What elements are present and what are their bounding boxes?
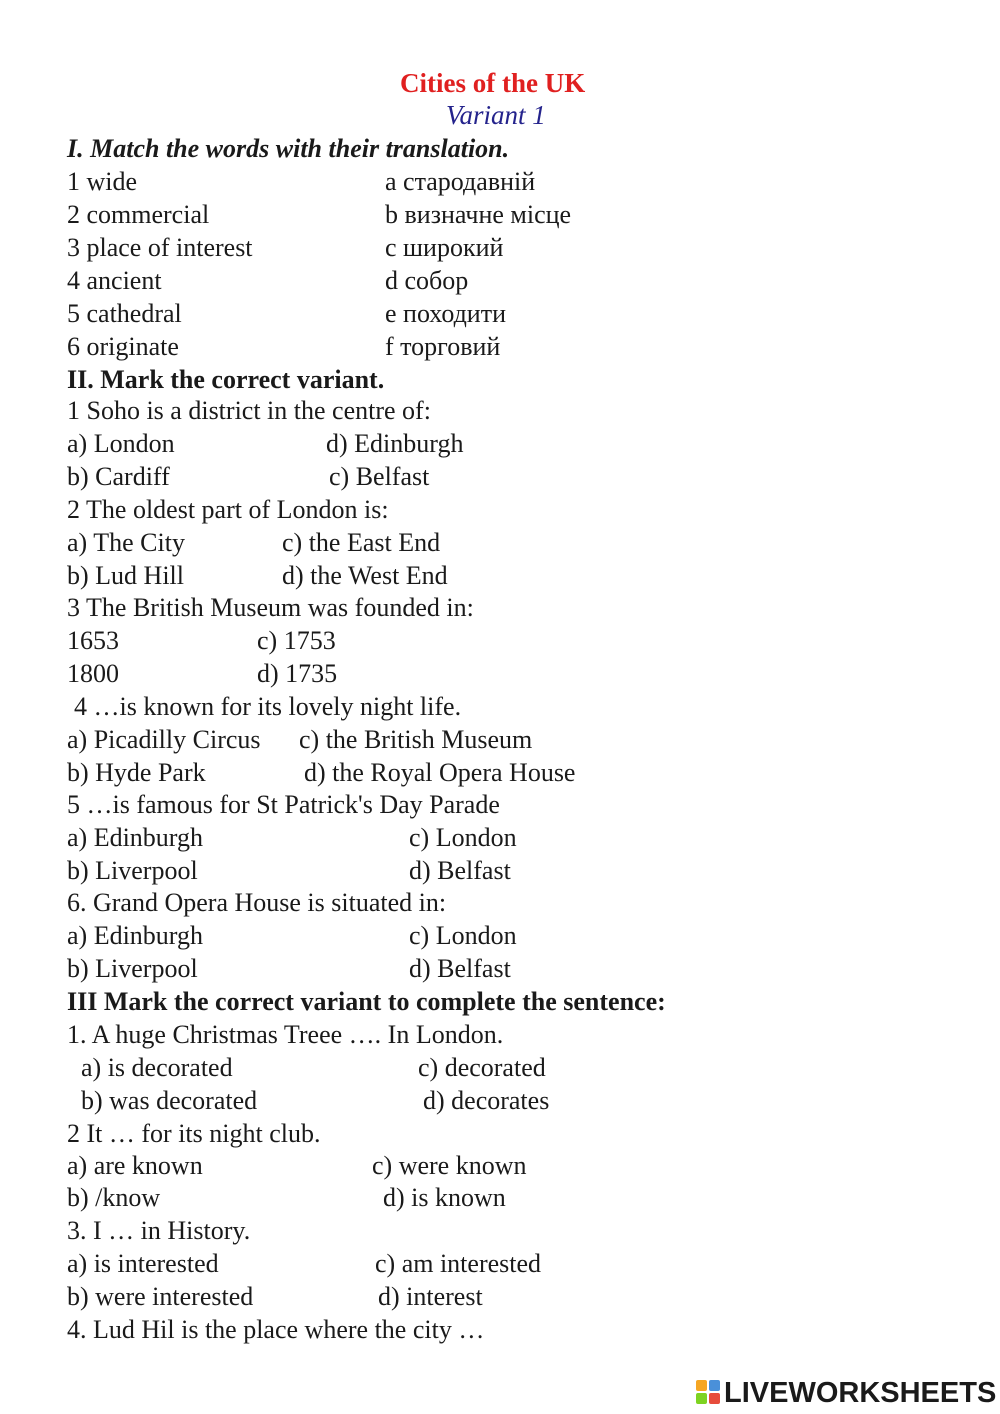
s2-q4-option-b[interactable]: b) Hyde Park	[67, 758, 206, 787]
s2-q2-question: 2 The oldest part of London is:	[67, 495, 389, 524]
s3-q2-option-a[interactable]: a) are known	[67, 1151, 203, 1180]
s2-q2-option-d[interactable]: d) the West End	[282, 561, 448, 590]
match-word-4: 4 ancient	[67, 266, 162, 295]
s3-q1-question: 1. A huge Christmas Treee …. In London.	[67, 1020, 504, 1049]
s2-q3-option-d[interactable]: d) 1735	[257, 659, 338, 688]
s2-q1-question: 1 Soho is a district in the centre of:	[67, 396, 431, 425]
s2-q4-option-a[interactable]: a) Picadilly Circus	[67, 725, 261, 754]
s2-q3-option-a[interactable]: 1653	[67, 626, 119, 655]
s2-q4-option-c[interactable]: c) the British Museum	[299, 725, 533, 754]
match-translation-d: d собор	[385, 266, 469, 295]
match-translation-f: f торговий	[385, 332, 501, 361]
s2-q3-option-b[interactable]: 1800	[67, 659, 119, 688]
match-word-3: 3 place of interest	[67, 233, 253, 262]
match-word-1: 1 wide	[67, 167, 138, 196]
s3-q3-question: 3. I … in History.	[67, 1216, 251, 1245]
match-word-6: 6 originate	[67, 332, 179, 361]
s2-q3-question: 3 The British Museum was founded in:	[67, 593, 474, 622]
match-word-5: 5 cathedral	[67, 299, 182, 328]
s3-q1-option-c[interactable]: c) decorated	[418, 1053, 546, 1082]
s2-q5-option-a[interactable]: a) Edinburgh	[67, 823, 203, 852]
s2-q5-option-b[interactable]: b) Liverpool	[67, 856, 198, 885]
match-translation-b: b визначне місце	[385, 200, 572, 229]
s2-q3-option-c[interactable]: c) 1753	[257, 626, 336, 655]
s2-q4-question: 4 …is known for its lovely night life.	[74, 692, 462, 721]
section1-heading: I. Match the words with their translation.	[67, 134, 510, 163]
section3-heading: III Mark the correct variant to complete the sentence:	[67, 987, 666, 1016]
s2-q1-option-c[interactable]: c) Belfast	[329, 462, 430, 491]
s2-q6-option-b[interactable]: b) Liverpool	[67, 954, 198, 983]
match-translation-e: e походити	[385, 299, 506, 328]
s2-q6-question: 6. Grand Opera House is situated in:	[67, 888, 447, 917]
s3-q3-option-c[interactable]: c) am interested	[375, 1249, 542, 1278]
s3-q3-option-b[interactable]: b) were interested	[67, 1282, 254, 1311]
s3-q1-option-d[interactable]: d) decorates	[423, 1086, 550, 1115]
s3-q3-option-d[interactable]: d) interest	[378, 1282, 483, 1311]
liveworksheets-logo[interactable]	[696, 1376, 996, 1410]
s2-q6-option-a[interactable]: a) Edinburgh	[67, 921, 203, 950]
s2-q6-option-c[interactable]: c) London	[409, 921, 517, 950]
s2-q2-option-c[interactable]: c) the East End	[282, 528, 441, 557]
s3-q4-question: 4. Lud Hil is the place where the city …	[67, 1315, 485, 1344]
s3-q1-option-a[interactable]: a) is decorated	[81, 1053, 233, 1082]
s3-q2-option-b[interactable]: b) /know	[67, 1183, 161, 1212]
page-title: Cities of the UK	[400, 68, 586, 98]
s2-q5-option-d[interactable]: d) Belfast	[409, 856, 511, 885]
s3-q2-option-c[interactable]: c) were known	[372, 1151, 527, 1180]
s2-q6-option-d[interactable]: d) Belfast	[409, 954, 511, 983]
s2-q2-option-b[interactable]: b) Lud Hill	[67, 561, 184, 590]
s2-q1-option-a[interactable]: a) London	[67, 429, 175, 458]
logo-text: LIVEWORKSHEETS	[724, 1376, 997, 1409]
s3-q2-option-d[interactable]: d) is known	[383, 1183, 506, 1212]
s2-q2-option-a[interactable]: a) The City	[67, 528, 185, 557]
match-translation-c: c широкий	[385, 233, 504, 262]
s2-q1-option-b[interactable]: b) Cardiff	[67, 462, 170, 491]
s2-q5-question: 5 …is famous for St Patrick's Day Parade	[67, 790, 500, 819]
s3-q1-option-b[interactable]: b) was decorated	[81, 1086, 258, 1115]
s2-q1-option-d[interactable]: d) Edinburgh	[326, 429, 464, 458]
section2-heading: II. Mark the correct variant.	[67, 365, 385, 394]
variant-subtitle: Variant 1	[446, 100, 546, 130]
s2-q5-option-c[interactable]: c) London	[409, 823, 517, 852]
s2-q4-option-d[interactable]: d) the Royal Opera House	[304, 758, 576, 787]
match-translation-a: a стародавній	[385, 167, 536, 196]
s3-q2-question: 2 It … for its night club.	[67, 1119, 321, 1148]
liveworksheets-logo-icon	[696, 1380, 722, 1406]
match-word-2: 2 commercial	[67, 200, 210, 229]
s3-q3-option-a[interactable]: a) is interested	[67, 1249, 219, 1278]
